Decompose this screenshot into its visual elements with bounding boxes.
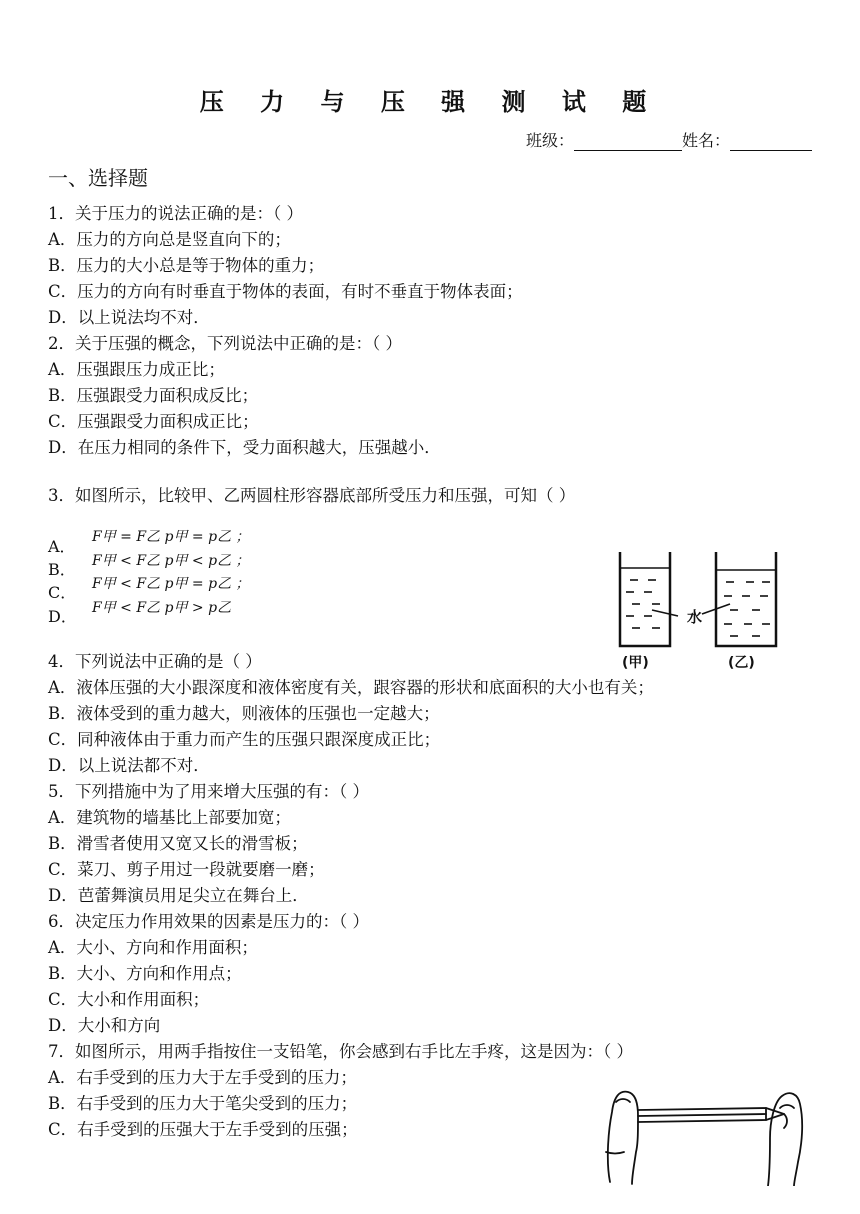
- page-title: 压 力 与 压 强 测 试 题: [199, 88, 661, 116]
- container-jia-label: (甲): [622, 655, 649, 671]
- q7-option-b: B．右手受到的压力大于笔尖受到的压力；: [48, 1094, 358, 1113]
- q1-option-a: A．压力的方向总是竖直向下的；: [48, 230, 291, 249]
- question-4: 4．下列说法中正确的是（ ）: [48, 652, 262, 671]
- q5-option-d: D．芭蕾舞演员用足尖立在舞台上．: [48, 886, 309, 905]
- q6-option-d: D．大小和方向: [48, 1016, 161, 1035]
- pencil-fingers-figure: [598, 1082, 810, 1186]
- q4-option-c: C．同种液体由于重力而产生的压强只跟深度成正比；: [48, 730, 441, 749]
- question-3: 3．如图所示，比较甲、乙两圆柱形容器底部所受压力和压强，可知（ ）: [48, 486, 576, 505]
- q3-option-d-formula: F甲 < F乙 p甲 > p乙: [92, 600, 232, 616]
- container-yi-label: (乙): [728, 655, 755, 671]
- q2-option-d: D．在压力相同的条件下，受力面积越大，压强越小．: [48, 438, 441, 457]
- question-5: 5．下列措施中为了用来增大压强的有：（ ）: [48, 782, 369, 801]
- q2-option-a: A．压强跟压力成正比；: [48, 360, 225, 379]
- water-label: 水: [687, 608, 703, 626]
- question-6: 6．决定压力作用效果的因素是压力的：（ ）: [48, 912, 369, 931]
- q4-option-b: B．液体受到的重力越大，则液体的压强也一定越大；: [48, 704, 440, 723]
- q2-option-c: C．压强跟受力面积成正比；: [48, 412, 259, 431]
- q5-option-c: C．菜刀、剪子用过一段就要磨一磨；: [48, 860, 325, 879]
- class-blank[interactable]: [574, 132, 682, 151]
- q3-option-b-formula: F甲 < F乙 p甲 < p乙 ；: [92, 553, 250, 569]
- name-blank[interactable]: [730, 132, 812, 151]
- q6-option-c: C．大小和作用面积；: [48, 990, 210, 1009]
- q3-option-d-letter: D．: [48, 607, 77, 626]
- q1-option-b: B．压力的大小总是等于物体的重力；: [48, 256, 325, 275]
- q3-option-b-letter: B．: [48, 560, 76, 579]
- q5-option-b: B．滑雪者使用又宽又长的滑雪板；: [48, 834, 308, 853]
- q1-option-c: C．压力的方向有时垂直于物体的表面，有时不垂直于物体表面；: [48, 282, 523, 301]
- q4-option-d: D．以上说法都不对．: [48, 756, 210, 775]
- question-1: 1．关于压力的说法正确的是：（ ）: [48, 204, 303, 223]
- q1-option-d: D．以上说法均不对．: [48, 308, 210, 327]
- class-label: 班级：: [525, 131, 574, 150]
- section-heading: 一、选择题: [48, 166, 148, 190]
- q3-option-c-letter: C．: [48, 583, 77, 602]
- q2-option-b: B．压强跟受力面积成反比；: [48, 386, 259, 405]
- question-7: 7．如图所示，用两手指按住一支铅笔，你会感到右手比左手疼，这是因为：（ ）: [48, 1042, 633, 1061]
- q4-option-a: A．液体压强的大小跟深度和液体密度有关，跟容器的形状和底面积的大小也有关；: [48, 678, 654, 697]
- q3-option-c-formula: F甲 < F乙 p甲 = p乙 ；: [92, 576, 250, 592]
- q7-option-a: A．右手受到的压力大于左手受到的压力；: [48, 1068, 357, 1087]
- student-info: [526, 128, 812, 151]
- q5-option-a: A．建筑物的墙基比上部要加宽；: [48, 808, 291, 827]
- name-label: 姓名：: [681, 131, 730, 150]
- q6-option-a: A．大小、方向和作用面积；: [48, 938, 258, 957]
- q3-option-a-formula: F甲 = F乙 p甲 = p乙 ；: [92, 529, 250, 545]
- question-2: 2．关于压强的概念，下列说法中正确的是：（ ）: [48, 334, 402, 353]
- q6-option-b: B．大小、方向和作用点；: [48, 964, 242, 983]
- q3-option-a-letter: A．: [48, 537, 76, 556]
- q7-option-c: C．右手受到的压强大于左手受到的压强；: [48, 1120, 358, 1139]
